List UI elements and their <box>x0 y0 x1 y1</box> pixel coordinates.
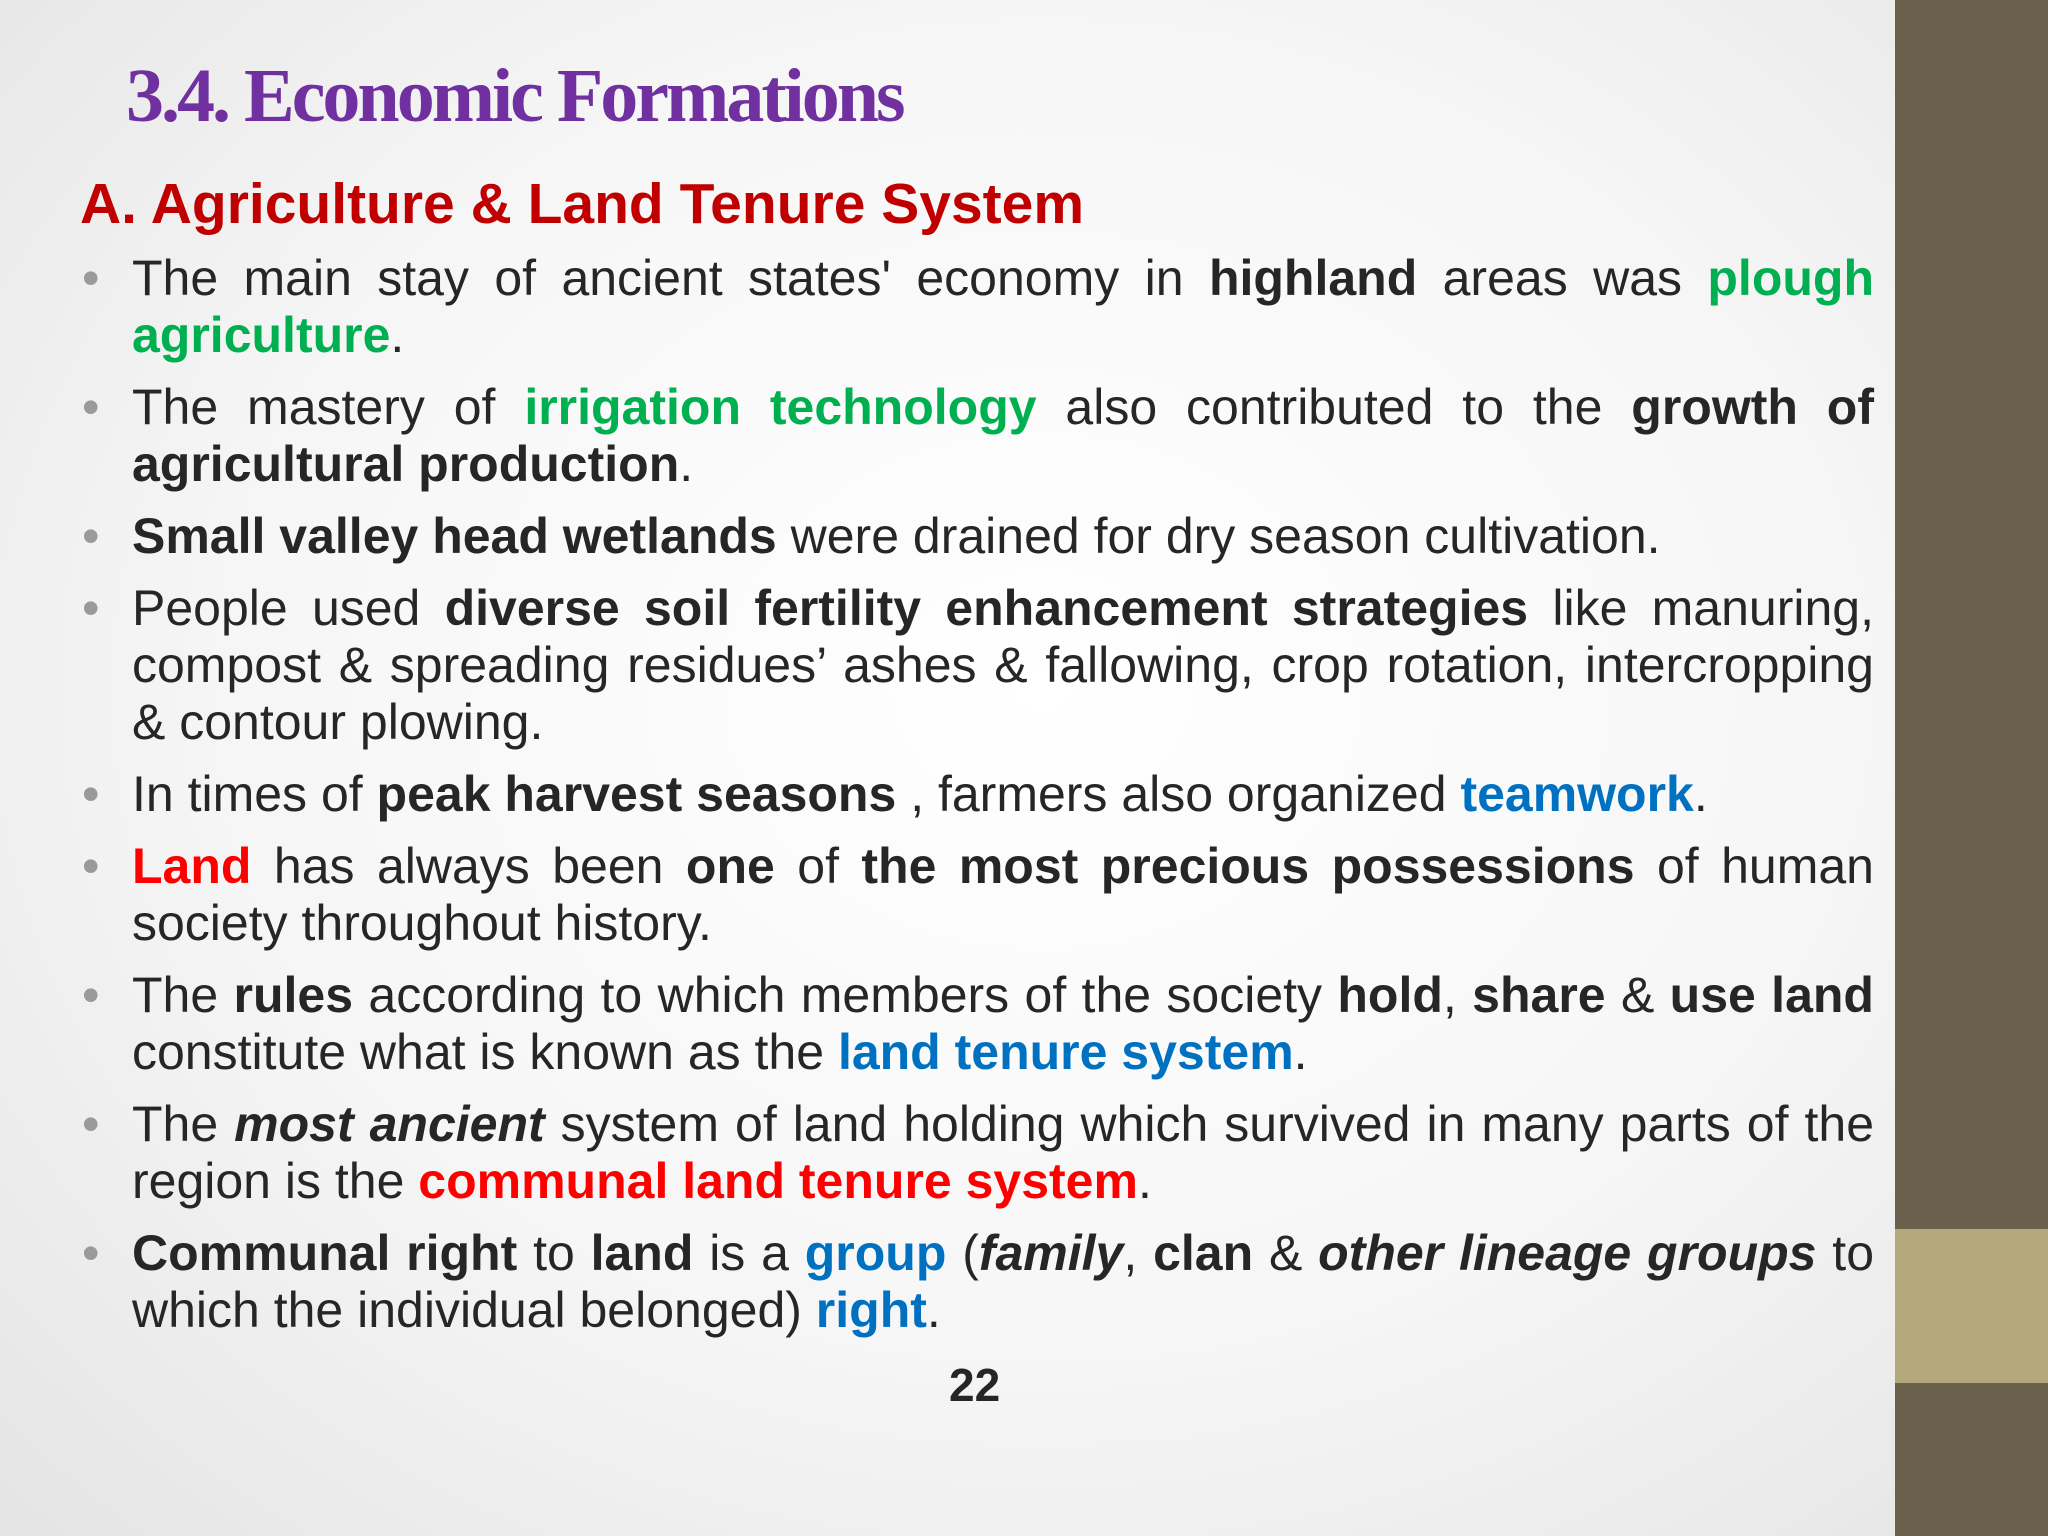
bold-italic-text: other lineage groups <box>1318 1225 1817 1281</box>
text-run: , farmers also organized <box>896 766 1461 822</box>
highlight-green-text: plough agriculture <box>132 250 1874 363</box>
bold-text: growth of agricultural production <box>132 379 1874 492</box>
bold-text: diverse soil fertility enhancement strategies <box>444 580 1529 636</box>
bullet-dot: • <box>82 508 100 564</box>
text-run: also contributed to the <box>1036 379 1632 435</box>
text-run: . <box>390 307 405 363</box>
text-run: were drained for dry season cultivation. <box>776 508 1661 564</box>
slide-title: 3.4. Economic Formations <box>126 54 903 138</box>
highlight-blue-text: teamwork <box>1460 766 1694 822</box>
bullet-dot: • <box>82 967 100 1023</box>
bold-text: hold <box>1337 967 1443 1023</box>
slide-subtitle: A. Agriculture & Land Tenure System <box>80 172 1085 236</box>
bullet-item <box>82 379 1874 493</box>
text-run: & <box>1253 1225 1319 1281</box>
text-run: , <box>1442 967 1473 1023</box>
text-run: . <box>1693 766 1708 822</box>
bullet-item <box>82 967 1874 1081</box>
text-run: . <box>1137 1153 1152 1209</box>
highlight-blue-text: right <box>815 1282 927 1338</box>
bold-text: peak harvest seasons <box>376 766 897 822</box>
text-run: & <box>1605 967 1670 1023</box>
bold-text: the most precious possessions <box>861 838 1635 894</box>
text-run: system of land holding which survived in many parts of the region is the <box>132 1096 1874 1209</box>
text-run: constitute what is known as the <box>132 1024 838 1080</box>
bullet-dot: • <box>82 1096 100 1152</box>
text-run: of human society throughout history. <box>132 838 1874 951</box>
text-run: to <box>517 1225 591 1281</box>
bold-text: land <box>590 1225 694 1281</box>
text-run: The main stay of ancient states' economy in <box>132 250 1209 306</box>
highlight-red-text: communal land tenure system <box>418 1153 1138 1209</box>
bold-italic-text: most ancient <box>234 1096 545 1152</box>
page-number: 22 <box>949 1359 1001 1411</box>
text-run: areas was <box>1417 250 1708 306</box>
bullet-item <box>82 766 1874 823</box>
text-run: has always been <box>251 838 686 894</box>
text-run: like manuring, compost & spreading residues’ ashes & fallowing, crop rotation, intercropping & contour plowing. <box>132 580 1874 750</box>
text-run: . <box>1293 1024 1308 1080</box>
highlight-green-text: irrigation technology <box>524 379 1037 435</box>
bullet-item <box>82 838 1874 952</box>
text-run: is a <box>693 1225 805 1281</box>
highlight-blue-text: land tenure system <box>837 1024 1294 1080</box>
bullet-dot: • <box>82 379 100 435</box>
bold-text: highland <box>1208 250 1418 306</box>
highlight-blue-text: group <box>804 1225 947 1281</box>
bold-text: share <box>1472 967 1606 1023</box>
bullet-item <box>82 1225 1874 1339</box>
text-run: The <box>132 1096 235 1152</box>
text-run: of <box>774 838 862 894</box>
text-run: . <box>926 1282 941 1338</box>
bold-text: Communal right <box>132 1225 518 1281</box>
text-run: The mastery of <box>132 379 525 435</box>
text-run: The <box>132 967 234 1023</box>
text-run: according to which members of the society <box>353 967 1338 1023</box>
bullet-dot: • <box>82 250 100 306</box>
text-run: , <box>1123 1225 1154 1281</box>
bullet-dot: • <box>82 580 100 636</box>
text-run: People used <box>132 580 445 636</box>
bullet-item <box>82 508 1874 565</box>
bullet-list <box>82 250 1874 1354</box>
bold-text: rules <box>233 967 354 1023</box>
bullet-dot: • <box>82 838 100 894</box>
text-run: . <box>679 436 694 492</box>
bold-text: clan <box>1153 1225 1254 1281</box>
bullet-dot: • <box>82 1225 100 1281</box>
side-bar-accent <box>1895 1229 2048 1383</box>
bullet-item <box>82 580 1874 751</box>
bullet-item <box>82 250 1874 364</box>
highlight-red-text: Land <box>132 838 252 894</box>
bullet-item <box>82 1096 1874 1210</box>
bullet-dot: • <box>82 766 100 822</box>
bold-text: use land <box>1669 967 1874 1023</box>
bold-italic-text: family <box>978 1225 1124 1281</box>
text-run: In times of <box>132 766 377 822</box>
text-run: ( <box>946 1225 979 1281</box>
bold-text: Small valley head wetlands <box>132 508 777 564</box>
bold-text: one <box>685 838 775 894</box>
text-run: to which the individual belonged) <box>132 1225 1874 1338</box>
